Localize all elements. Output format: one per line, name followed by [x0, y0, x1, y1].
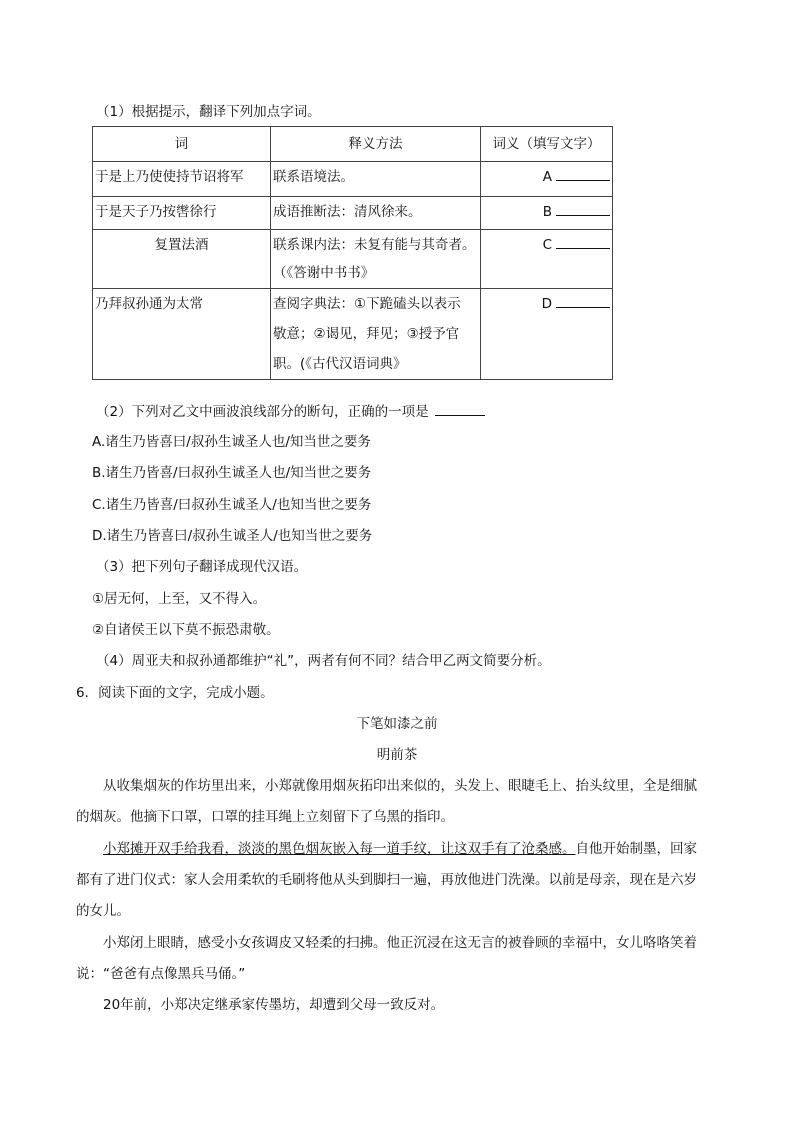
table-row	[93, 197, 613, 230]
method-line: 联系课内法：未复有能与其奇者。	[273, 237, 476, 253]
paragraph-2-line: 都有了进门仪式：家人会用柔软的毛刷将他从头到脚扫一遍，再放他进门洗澡。以前是母亲，现在是六岁	[76, 872, 697, 888]
underlined-sentence: 小郑摊开双手给我看，淡淡的黑色烟灰嵌入每一道手纹，让这双手有了沧桑感。	[103, 841, 576, 857]
q2-option-d: D.诸生乃皆喜曰/叔孙生诚圣人/也知当世之要务	[92, 528, 373, 544]
row-word: 于是上乃使使持节诏将军	[93, 162, 271, 197]
q3-prompt: （3）把下列句子翻译成现代汉语。	[96, 559, 308, 575]
row-method	[271, 230, 481, 289]
q3-item-1: ①居无何，上至，又不得入。	[92, 591, 267, 607]
article-title: 下笔如漆之前	[356, 716, 438, 732]
answer-blank[interactable]	[556, 293, 610, 308]
answer-blank[interactable]	[556, 201, 610, 216]
q2-prompt	[96, 401, 485, 422]
answer-label: A	[542, 169, 552, 185]
row-word: 乃拜叔孙通为太常	[93, 289, 271, 380]
paragraph-4-line: 20年前，小郑决定继承家传墨坊，却遭到父母一致反对。	[103, 997, 445, 1013]
answer-cell	[481, 197, 613, 230]
q2-option-c: C.诸生乃皆喜/曰叔孙生诚圣人/也知当世之要务	[92, 497, 372, 513]
header-word: 词	[93, 127, 271, 162]
answer-cell	[481, 289, 613, 380]
paragraph-1-line: 的烟灰。他摘下口罩，口罩的挂耳绳上立刻留下了乌黑的指印。	[76, 809, 454, 825]
paragraph-2-rest: 自他开始制墨，回家	[575, 841, 697, 857]
answer-blank[interactable]	[556, 234, 610, 249]
method-line: （《答谢中书书》	[273, 265, 375, 281]
paragraph-3-line: 小郑闭上眼睛，感受小女孩调皮又轻柔的扫拂。他正沉浸在这无言的被眷顾的幸福中，女儿咯咯笑着	[103, 935, 697, 951]
q2-option-b: B.诸生乃皆喜/曰叔孙生诚圣人也/知当世之要务	[92, 465, 372, 481]
table-row	[93, 162, 613, 197]
vocab-table	[92, 126, 613, 380]
answer-label: C	[542, 237, 552, 253]
row-word: 于是天子乃按辔徐行	[93, 197, 271, 230]
answer-blank[interactable]	[556, 166, 610, 181]
header-meaning: 词义（填写文字）	[481, 127, 613, 162]
q2-prompt-text: （2）下列对乙文中画波浪线部分的断句，正确的一项是	[96, 404, 429, 420]
answer-cell	[481, 230, 613, 289]
row-method	[271, 289, 481, 380]
row-word: 复置法酒	[93, 230, 271, 289]
q6-prompt: 6．阅读下面的文字，完成小题。	[76, 685, 274, 701]
method-line: 敬意；②谒见，拜见；③授予官	[273, 326, 460, 342]
table-header-row	[93, 127, 613, 162]
table-row	[93, 230, 613, 289]
paragraph-1-line: 从收集烟灰的作坊里出来，小郑就像用烟灰拓印出来似的，头发上、眼睫毛上、抬头纹里，全是细腻	[103, 778, 697, 794]
answer-cell	[481, 162, 613, 197]
paragraph-2-line	[103, 839, 697, 859]
row-method: 成语推断法：清风徐来。	[271, 197, 481, 230]
q2-option-a: A.诸生乃皆喜曰/叔孙生诚圣人也/知当世之要务	[92, 434, 371, 450]
q4-prompt: （4）周亚夫和叔孙通都维护“礼”，两者有何不同？结合甲乙两文简要分析。	[96, 653, 551, 669]
method-line: 职。(《古代汉语词典》	[273, 356, 407, 372]
answer-label: B	[542, 204, 552, 220]
answer-label: D	[541, 296, 552, 312]
q2-answer-blank[interactable]	[435, 401, 485, 416]
header-method: 释义方法	[271, 127, 481, 162]
article-author: 明前茶	[376, 747, 418, 763]
table-row	[93, 289, 613, 380]
q1-prompt: （1）根据提示，翻译下列加点字词。	[96, 104, 321, 120]
paragraph-2-line: 的女儿。	[76, 903, 130, 919]
q3-item-2: ②自诸侯王以下莫不振恐肃敬。	[92, 622, 280, 638]
method-line: 查阅字典法：①下跪磕头以表示	[273, 296, 461, 312]
row-method: 联系语境法。	[271, 162, 481, 197]
paragraph-3-line: 说：“爸爸有点像黑兵马俑。”	[76, 966, 246, 982]
